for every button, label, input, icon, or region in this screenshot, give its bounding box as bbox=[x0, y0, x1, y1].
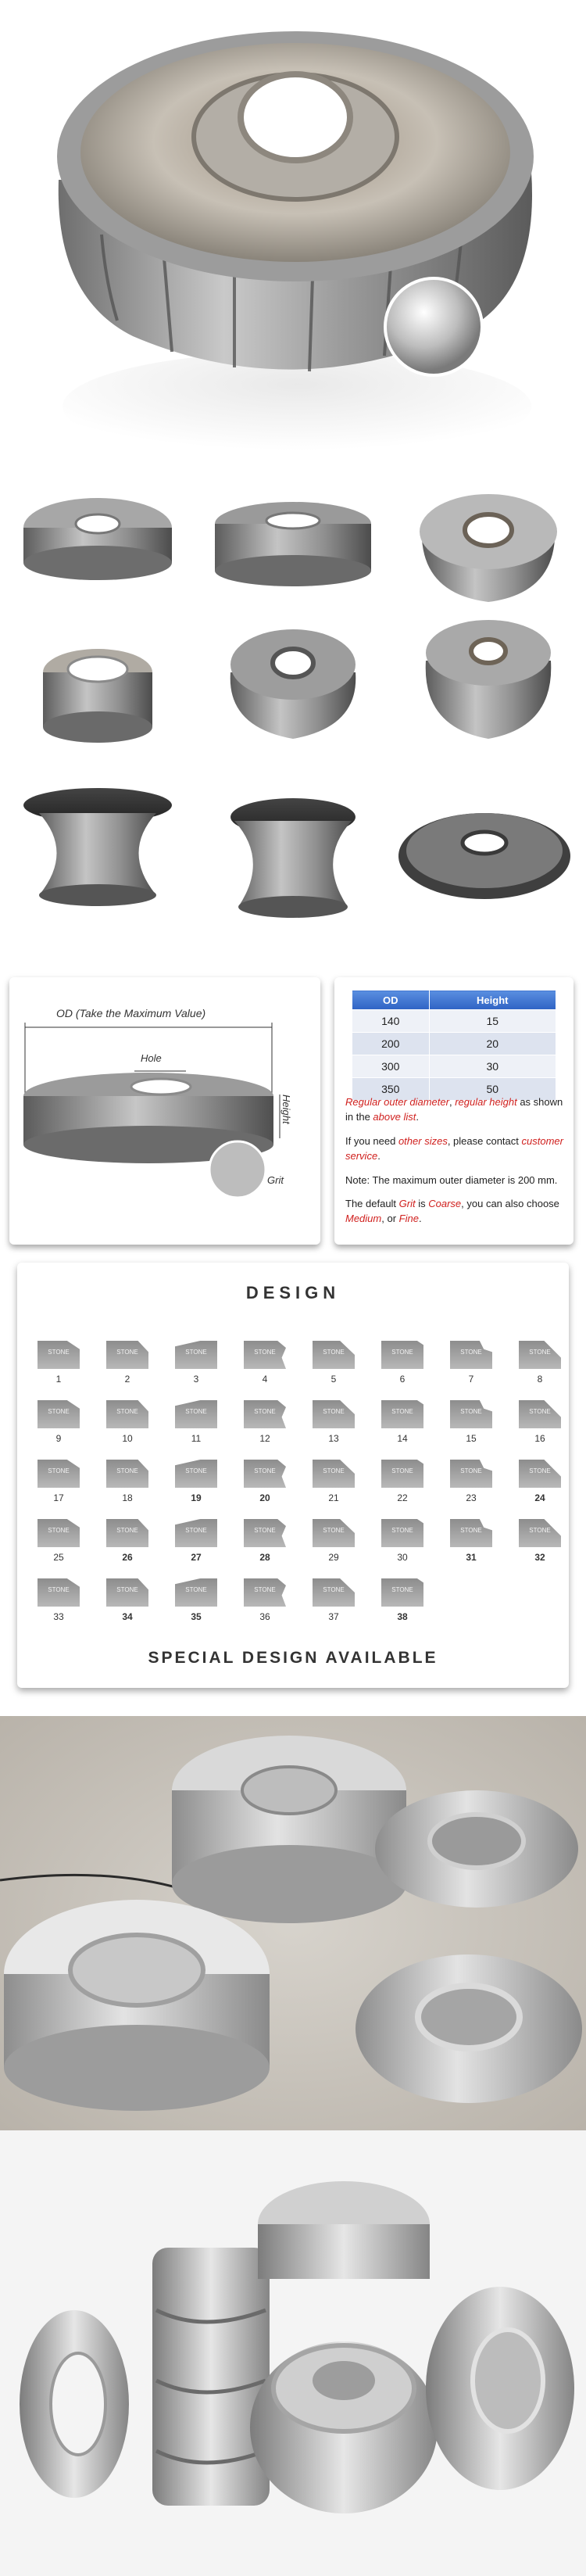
profile-stone-label: STONE bbox=[48, 1408, 70, 1415]
profile-number: 5 bbox=[331, 1374, 337, 1385]
profile-number: 16 bbox=[534, 1433, 545, 1444]
note-text: as shown in the bbox=[345, 1096, 563, 1123]
profile-stone-label: STONE bbox=[323, 1349, 345, 1356]
profile-number: 8 bbox=[537, 1374, 543, 1385]
profile-item bbox=[375, 1400, 430, 1449]
profile-number: 7 bbox=[468, 1374, 474, 1385]
note-red-text: customer service bbox=[345, 1135, 563, 1162]
profile-item bbox=[513, 1400, 567, 1449]
profile-number: 25 bbox=[53, 1552, 64, 1563]
profile-stone-label: STONE bbox=[185, 1527, 207, 1534]
profile-item bbox=[169, 1341, 223, 1389]
profile-item bbox=[375, 1578, 430, 1627]
spec-section bbox=[0, 977, 586, 1259]
design-section bbox=[0, 1263, 586, 1700]
height-cell: 50 bbox=[429, 1078, 556, 1101]
profile-stone-label: STONE bbox=[460, 1527, 482, 1534]
profile-number: 14 bbox=[397, 1433, 408, 1444]
hero-product-image bbox=[0, 0, 586, 469]
hole-label: Hole bbox=[141, 1052, 162, 1064]
profile-stone-label: STONE bbox=[391, 1586, 413, 1593]
profile-number: 35 bbox=[191, 1611, 202, 1622]
note-max-diameter: Note: The maximum outer diameter is 200 mm. bbox=[345, 1174, 558, 1186]
profile-number: 28 bbox=[259, 1552, 270, 1563]
profile-number: 2 bbox=[124, 1374, 130, 1385]
size-table bbox=[352, 990, 556, 1101]
profile-stone-label: STONE bbox=[48, 1586, 70, 1593]
profile-stone-label: STONE bbox=[460, 1349, 482, 1356]
profile-stone-label: STONE bbox=[48, 1467, 70, 1474]
height-cell: 15 bbox=[429, 1010, 556, 1033]
profile-item bbox=[306, 1519, 361, 1567]
profile-stone-label: STONE bbox=[391, 1408, 413, 1415]
profile-item bbox=[100, 1400, 155, 1449]
profile-stone-label: STONE bbox=[529, 1349, 551, 1356]
profile-stone-label: STONE bbox=[254, 1586, 276, 1593]
note-text: , or bbox=[381, 1213, 399, 1224]
profile-number: 17 bbox=[53, 1492, 64, 1503]
profile-number: 23 bbox=[466, 1492, 477, 1503]
profile-number: 11 bbox=[191, 1433, 202, 1444]
profile-item bbox=[513, 1341, 567, 1389]
od-label: OD (Take the Maximum Value) bbox=[56, 1007, 206, 1019]
profile-stone-label: STONE bbox=[254, 1408, 276, 1415]
table-row bbox=[352, 1055, 556, 1078]
profile-number: 31 bbox=[466, 1552, 477, 1563]
profile-number: 4 bbox=[262, 1374, 268, 1385]
profile-item bbox=[169, 1578, 223, 1627]
profile-stone-label: STONE bbox=[254, 1527, 276, 1534]
product-variants-grid bbox=[0, 469, 586, 954]
profile-item bbox=[169, 1460, 223, 1508]
height-cell: 30 bbox=[429, 1055, 556, 1078]
profile-stone-label: STONE bbox=[185, 1349, 207, 1356]
profile-stone-label: STONE bbox=[116, 1467, 138, 1474]
profile-stone-label: STONE bbox=[460, 1408, 482, 1415]
profile-item bbox=[238, 1341, 292, 1389]
product-photo-collection bbox=[0, 2130, 586, 2576]
note-text: . bbox=[377, 1150, 381, 1162]
note-other-sizes bbox=[345, 1134, 564, 1163]
od-cell: 350 bbox=[352, 1078, 430, 1101]
note-red-text: Medium bbox=[345, 1213, 382, 1224]
profile-item bbox=[169, 1519, 223, 1567]
profile-number: 12 bbox=[259, 1433, 270, 1444]
profile-stone-label: STONE bbox=[391, 1527, 413, 1534]
profile-item bbox=[31, 1519, 86, 1567]
note-red-text: Coarse bbox=[428, 1198, 462, 1209]
profile-stone-label: STONE bbox=[391, 1467, 413, 1474]
profile-item bbox=[238, 1400, 292, 1449]
profile-stone-label: STONE bbox=[529, 1527, 551, 1534]
profile-number: 20 bbox=[259, 1492, 270, 1503]
note-regular-size bbox=[345, 1095, 564, 1124]
profile-item bbox=[306, 1341, 361, 1389]
note-red-text: above list bbox=[373, 1111, 416, 1123]
note-text: The default bbox=[345, 1198, 399, 1209]
design-title: DESIGN bbox=[245, 1283, 341, 1302]
note-text: is bbox=[415, 1198, 429, 1209]
design-panel bbox=[17, 1263, 569, 1688]
note-red-text: Grit bbox=[398, 1198, 416, 1209]
profile-item bbox=[100, 1341, 155, 1389]
od-cell: 140 bbox=[352, 1010, 430, 1033]
profile-number: 32 bbox=[534, 1552, 545, 1563]
profile-stone-label: STONE bbox=[116, 1408, 138, 1415]
profile-number: 21 bbox=[328, 1492, 339, 1503]
note-text: , please contact bbox=[447, 1135, 522, 1147]
profile-number: 1 bbox=[55, 1374, 62, 1385]
profile-item bbox=[444, 1341, 498, 1389]
profile-number: 37 bbox=[328, 1611, 339, 1622]
note-red-text: Regular outer diameter bbox=[345, 1096, 449, 1108]
dimension-diagram bbox=[9, 977, 320, 1245]
profile-stone-label: STONE bbox=[116, 1527, 138, 1534]
profile-item bbox=[444, 1519, 498, 1567]
od-cell: 200 bbox=[352, 1033, 430, 1055]
note-grit bbox=[345, 1196, 564, 1226]
profile-number: 27 bbox=[191, 1552, 202, 1563]
profile-stone-label: STONE bbox=[185, 1408, 207, 1415]
profile-number: 3 bbox=[193, 1374, 199, 1385]
note-text: If you need bbox=[345, 1135, 398, 1147]
profile-number: 22 bbox=[397, 1492, 408, 1503]
profile-stone-label: STONE bbox=[529, 1408, 551, 1415]
spec-table-panel bbox=[334, 977, 573, 1245]
profile-number: 36 bbox=[259, 1611, 270, 1622]
profile-item bbox=[100, 1460, 155, 1508]
profile-stone-label: STONE bbox=[116, 1349, 138, 1356]
profile-item bbox=[31, 1460, 86, 1508]
profile-number: 19 bbox=[191, 1492, 202, 1503]
profile-item bbox=[375, 1341, 430, 1389]
profile-stone-label: STONE bbox=[323, 1408, 345, 1415]
special-design-text: SPECIAL DESIGN AVAILABLE bbox=[148, 1649, 438, 1667]
height-header: Height bbox=[429, 991, 556, 1010]
note-text: . bbox=[416, 1111, 419, 1123]
od-cell: 300 bbox=[352, 1055, 430, 1078]
profile-number: 33 bbox=[53, 1611, 64, 1622]
profile-item bbox=[306, 1578, 361, 1627]
profile-stone-label: STONE bbox=[323, 1467, 345, 1474]
note-text: . bbox=[418, 1213, 422, 1224]
profile-number: 15 bbox=[466, 1433, 477, 1444]
profile-item bbox=[31, 1400, 86, 1449]
product-photo-group bbox=[0, 1716, 586, 2130]
profile-stone-label: STONE bbox=[48, 1527, 70, 1534]
profile-item bbox=[238, 1519, 292, 1567]
profile-number: 24 bbox=[534, 1492, 545, 1503]
profile-number: 6 bbox=[399, 1374, 406, 1385]
profile-item bbox=[444, 1400, 498, 1449]
table-row bbox=[352, 1010, 556, 1033]
profile-item bbox=[306, 1460, 361, 1508]
profile-item bbox=[169, 1400, 223, 1449]
profile-number: 29 bbox=[328, 1552, 339, 1563]
height-cell: 20 bbox=[429, 1033, 556, 1055]
note-red-text: other sizes bbox=[398, 1135, 448, 1147]
profile-item bbox=[513, 1460, 567, 1508]
note-red-text: Fine bbox=[398, 1213, 419, 1224]
profile-number: 18 bbox=[122, 1492, 133, 1503]
height-label: Height bbox=[280, 1095, 292, 1124]
profile-stone-label: STONE bbox=[323, 1527, 345, 1534]
profile-number: 13 bbox=[328, 1433, 339, 1444]
profile-item bbox=[238, 1578, 292, 1627]
profile-stone-label: STONE bbox=[460, 1467, 482, 1474]
profile-stone-label: STONE bbox=[185, 1586, 207, 1593]
profile-stone-label: STONE bbox=[391, 1349, 413, 1356]
profile-item bbox=[375, 1519, 430, 1567]
note-text: , you can also choose bbox=[461, 1198, 559, 1209]
profile-item bbox=[444, 1460, 498, 1508]
profile-stone-label: STONE bbox=[254, 1349, 276, 1356]
profile-stone-label: STONE bbox=[254, 1467, 276, 1474]
profile-item bbox=[100, 1519, 155, 1567]
profile-item bbox=[100, 1578, 155, 1627]
profile-number: 34 bbox=[122, 1611, 133, 1622]
note-red-text: regular height bbox=[455, 1096, 517, 1108]
profile-stone-label: STONE bbox=[323, 1586, 345, 1593]
profile-number: 30 bbox=[397, 1552, 408, 1563]
profile-stone-label: STONE bbox=[529, 1467, 551, 1474]
grit-label: Grit bbox=[267, 1174, 284, 1186]
profile-number: 9 bbox=[55, 1433, 62, 1444]
note-text: , bbox=[448, 1096, 456, 1108]
od-header: OD bbox=[352, 991, 430, 1010]
profile-stone-label: STONE bbox=[116, 1586, 138, 1593]
profile-item bbox=[306, 1400, 361, 1449]
profile-item bbox=[31, 1341, 86, 1389]
profile-item bbox=[375, 1460, 430, 1508]
profile-item bbox=[238, 1460, 292, 1508]
profile-number: 26 bbox=[122, 1552, 133, 1563]
table-row bbox=[352, 1033, 556, 1055]
profile-item bbox=[513, 1519, 567, 1567]
profile-number: 10 bbox=[122, 1433, 133, 1444]
profile-item bbox=[31, 1578, 86, 1627]
profile-stone-label: STONE bbox=[185, 1467, 207, 1474]
profile-stone-label: STONE bbox=[48, 1349, 70, 1356]
profile-number: 38 bbox=[397, 1611, 408, 1622]
